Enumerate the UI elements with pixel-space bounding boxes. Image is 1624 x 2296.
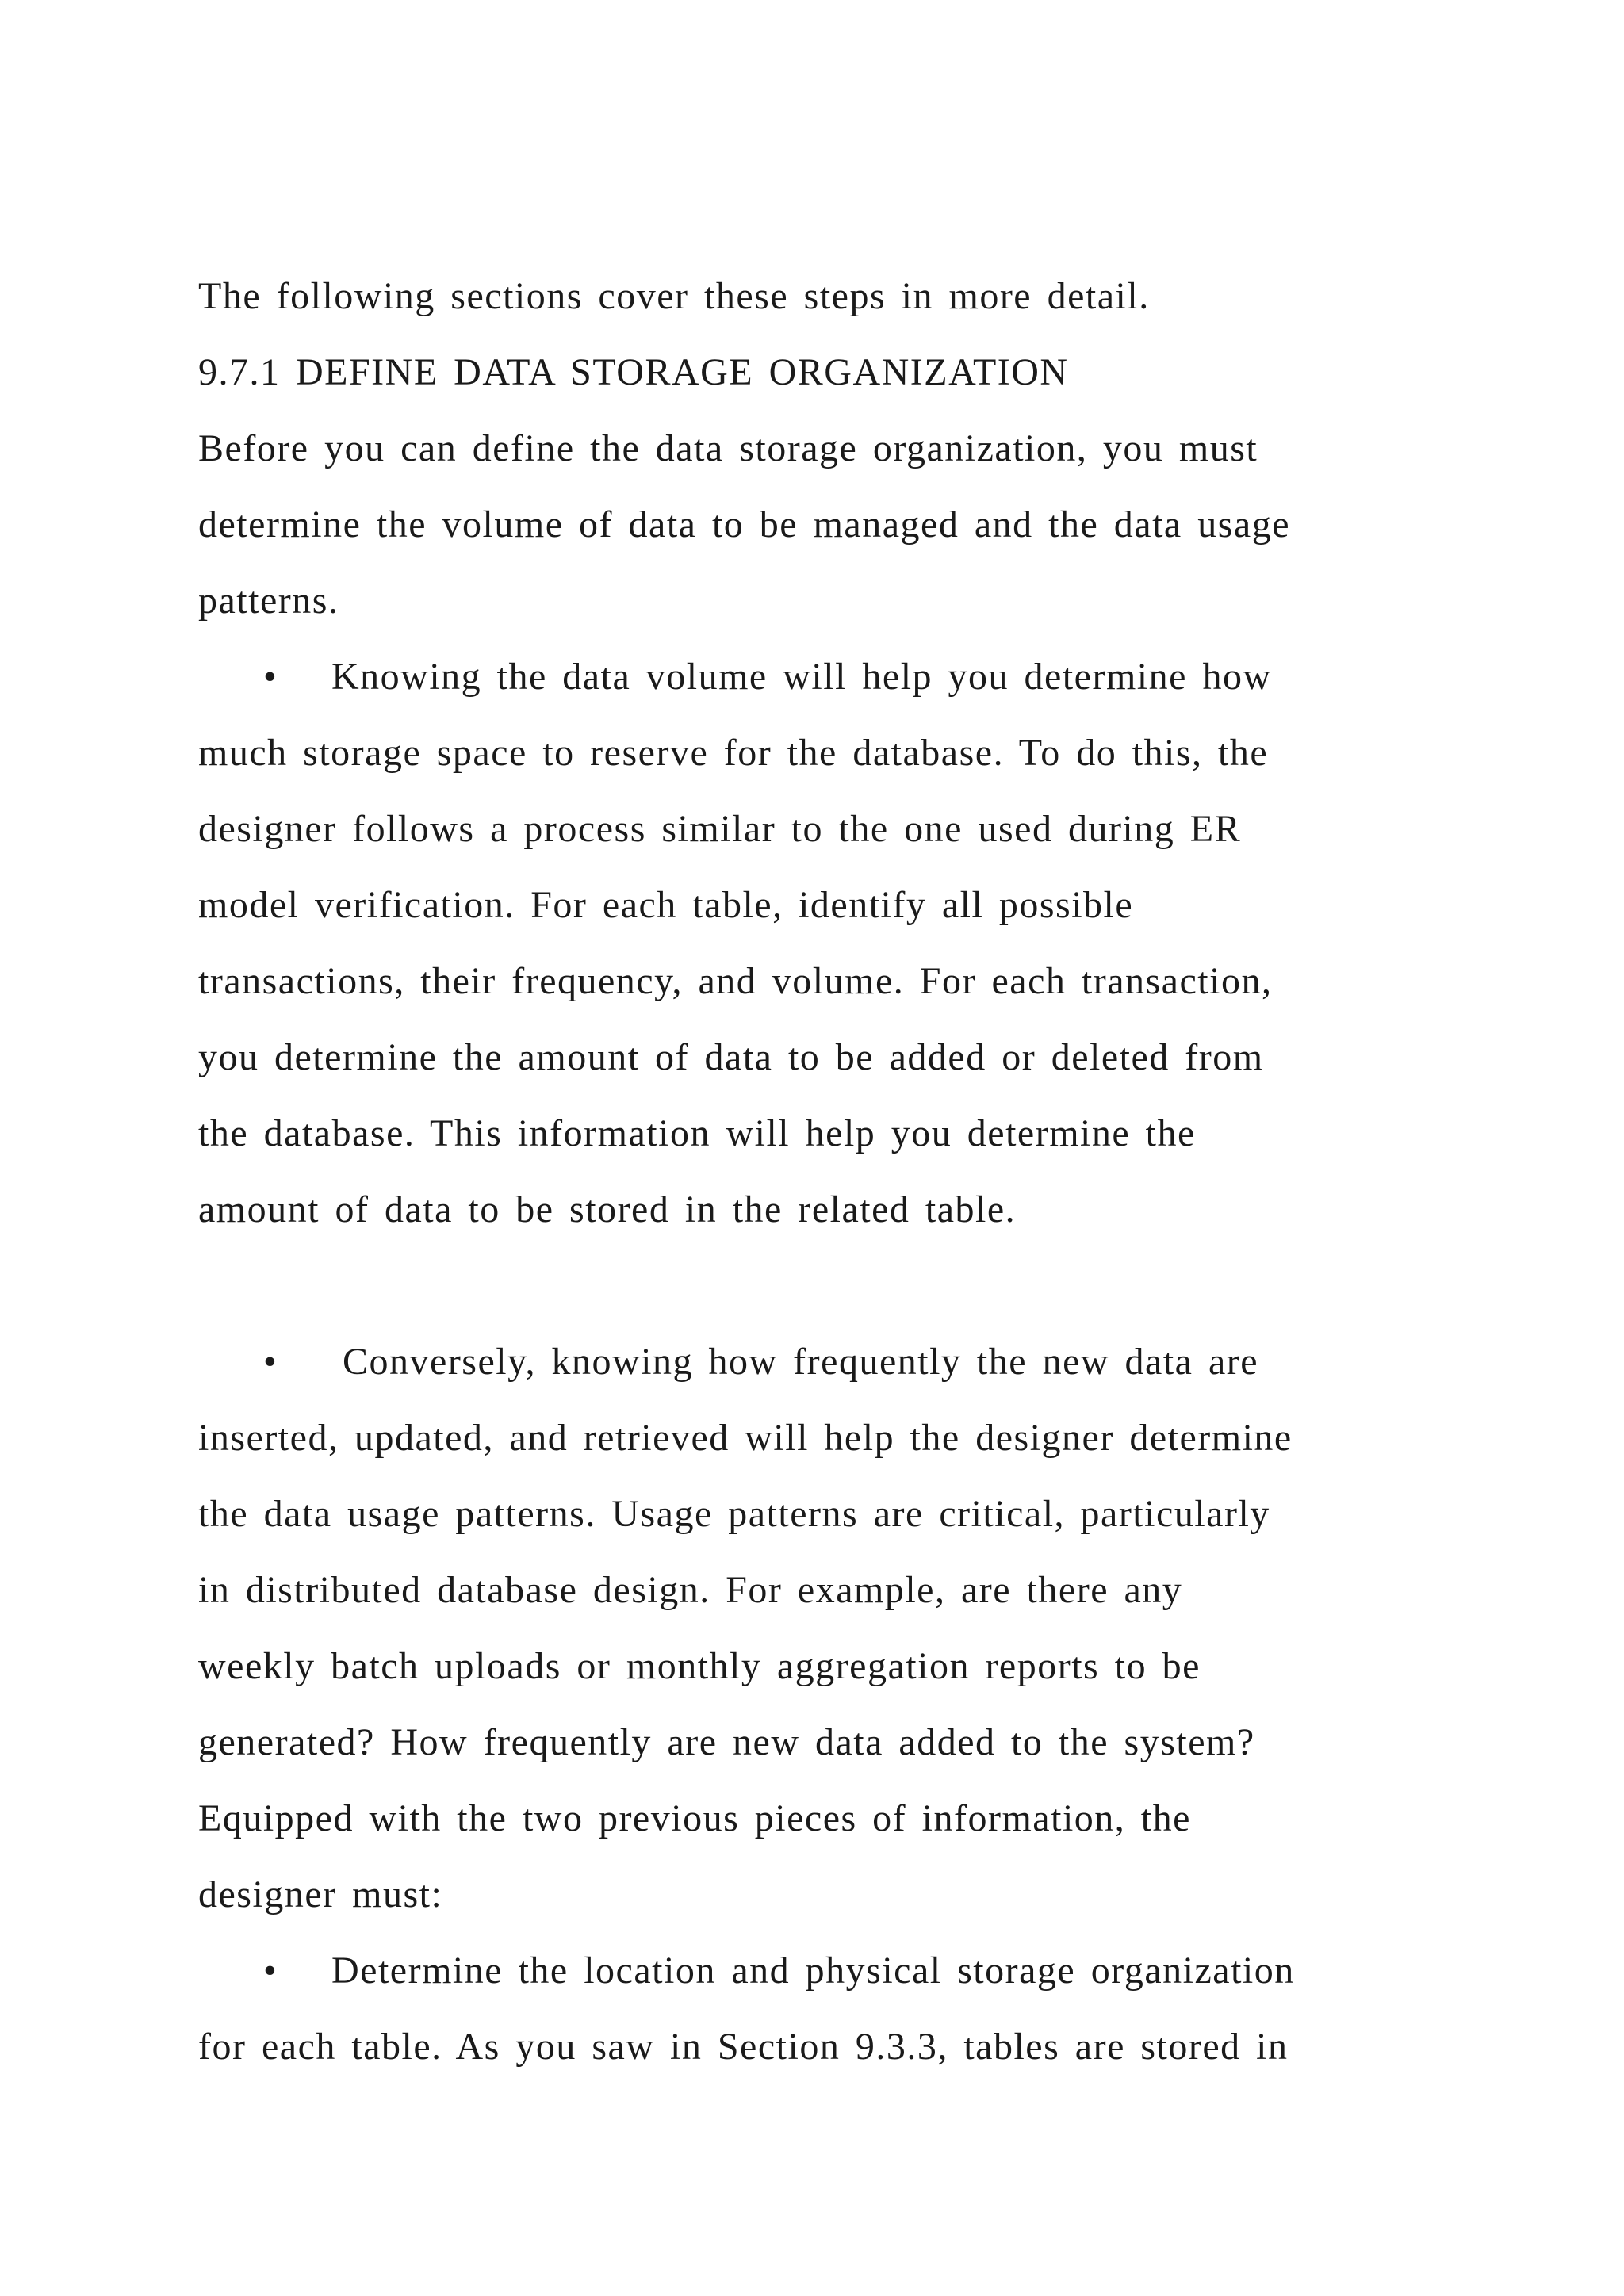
bullet-text: Determine the location and physical storage organization [331, 1950, 1295, 1992]
bullet-item-1 [198, 639, 1467, 715]
paragraph-line: inserted, updated, and retrieved will help the designer determine [198, 1417, 1293, 1459]
paragraph-line: in distributed database design. For example, are there any [198, 1569, 1183, 1611]
bullet-icon: • [263, 1341, 278, 1383]
bullet-item-2 [198, 1324, 1467, 1400]
paragraph-line: transactions, their frequency, and volume. For each transaction, [198, 960, 1273, 1002]
bullet-icon: • [263, 1950, 278, 1992]
section-heading: 9.7.1 DEFINE DATA STORAGE ORGANIZATION [198, 351, 1069, 393]
paragraph-line: model verification. For each table, identify all possible [198, 884, 1134, 926]
paragraph-line: amount of data to be stored in the related table. [198, 1188, 1017, 1230]
paragraph-line: for each table. As you saw in Section 9.3.3, tables are stored in [198, 2026, 1289, 2068]
paragraph-line: you determine the amount of data to be added or deleted from [198, 1036, 1264, 1078]
paragraph-line: Before you can define the data storage organization, you must [198, 427, 1258, 469]
paragraph-line: much storage space to reserve for the database. To do this, the [198, 732, 1269, 774]
paragraph-line: generated? How frequently are new data added to the system? [198, 1721, 1255, 1763]
bullet-text: Conversely, knowing how frequently the new data are [343, 1341, 1259, 1383]
paragraph-line: patterns. [198, 580, 339, 622]
paragraph-gap [198, 1248, 1467, 1324]
bullet-text: Knowing the data volume will help you determine how [331, 656, 1272, 698]
intro-sentence: The following sections cover these steps in more detail. [198, 275, 1150, 317]
document-page [198, 258, 1467, 2085]
bullet-item-3 [198, 1933, 1467, 2009]
paragraph-line: determine the volume of data to be managed and the data usage [198, 503, 1291, 545]
paragraph-line: the database. This information will help you determine the [198, 1112, 1196, 1154]
paragraph-line: Equipped with the two previous pieces of information, the [198, 1797, 1191, 1839]
paragraph-line: designer must: [198, 1873, 443, 1915]
paragraph-line: weekly batch uploads or monthly aggregation reports to be [198, 1645, 1201, 1687]
bullet-icon: • [263, 656, 278, 698]
paragraph-line: the data usage patterns. Usage patterns are critical, particularly [198, 1493, 1270, 1535]
paragraph-line: designer follows a process similar to the one used during ER [198, 808, 1242, 850]
